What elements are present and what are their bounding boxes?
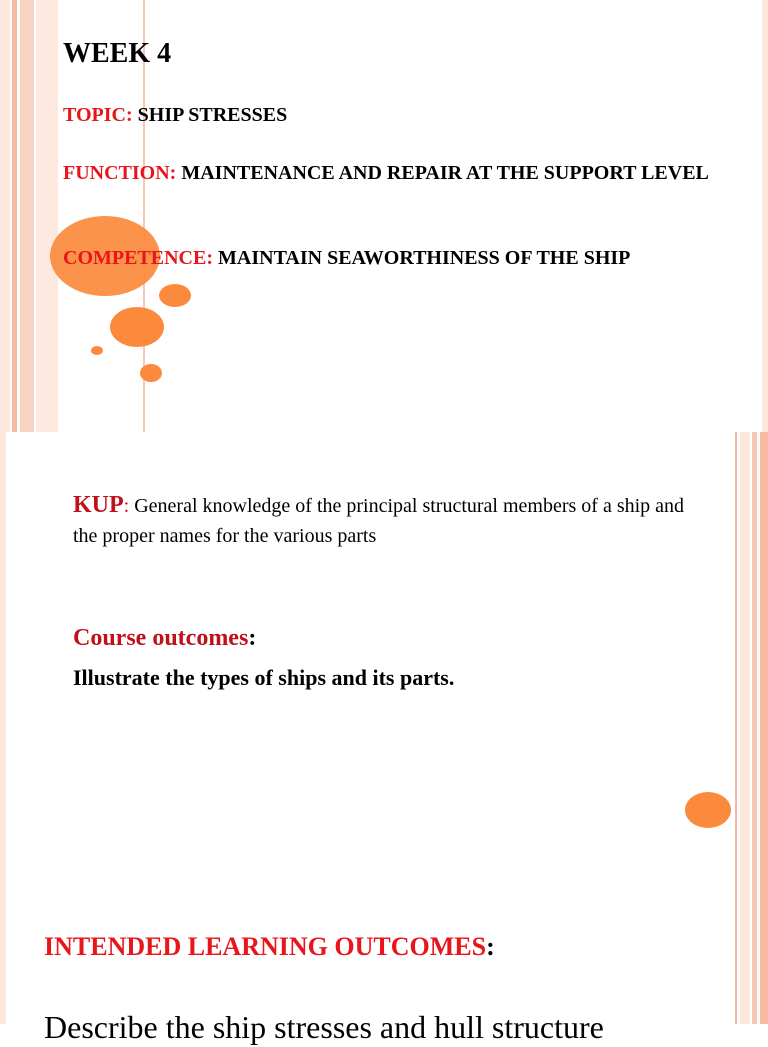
ilo-text-partial: Describe the ship stresses and hull structure	[44, 1009, 604, 1045]
decorative-stripe	[735, 432, 737, 1024]
decorative-stripe	[752, 432, 757, 1024]
decorative-stripe	[740, 432, 750, 1024]
decorative-stripe	[760, 432, 768, 1024]
function-line: FUNCTION: MAINTENANCE AND REPAIR AT THE SUPPORT LEVEL	[63, 162, 709, 184]
ilo-heading: INTENDED LEARNING OUTCOMES:	[44, 932, 495, 961]
slide-1	[0, 0, 768, 432]
decorative-circle	[140, 364, 162, 382]
course-outcomes-label: Course outcomes	[73, 625, 249, 651]
decorative-circle	[91, 346, 103, 355]
topic-label: TOPIC	[63, 104, 126, 126]
competence-value: MAINTAIN SEAWORTHINESS OF THE SHIP	[218, 247, 631, 269]
slide-2	[0, 432, 768, 1045]
decorative-stripe	[0, 432, 6, 1024]
decorative-stripe	[0, 0, 10, 432]
decorative-stripe	[12, 0, 17, 432]
decorative-stripe	[36, 0, 58, 432]
week-title: WEEK 4	[63, 38, 172, 69]
function-value: MAINTENANCE AND REPAIR AT THE SUPPORT LEVEL	[181, 162, 709, 184]
kup-label: KUP	[73, 492, 124, 518]
kup-paragraph: KUP: General knowledge of the principal structural members of a ship and the proper names for the various parts	[73, 492, 685, 547]
ilo-label: INTENDED LEARNING OUTCOMES	[44, 932, 487, 961]
decorative-stripe	[20, 0, 34, 432]
kup-text: General knowledge of the principal structural members of a ship and the proper names for the various parts	[73, 495, 685, 547]
topic-line: TOPIC: SHIP STRESSES	[63, 104, 288, 126]
function-label: FUNCTION	[63, 162, 170, 184]
course-outcomes-text: Illustrate the types of ships and its parts.	[73, 665, 455, 690]
decorative-stripe	[762, 0, 768, 432]
course-outcomes-heading: Course outcomes:	[73, 625, 257, 651]
decorative-circle	[685, 792, 731, 828]
decorative-circle	[159, 284, 191, 307]
competence-line: COMPETENCE: MAINTAIN SEAWORTHINESS OF THE SHIP	[63, 247, 631, 269]
topic-value: SHIP STRESSES	[137, 104, 288, 126]
competence-label: COMPETENCE	[63, 247, 207, 269]
decorative-circle	[110, 307, 164, 347]
